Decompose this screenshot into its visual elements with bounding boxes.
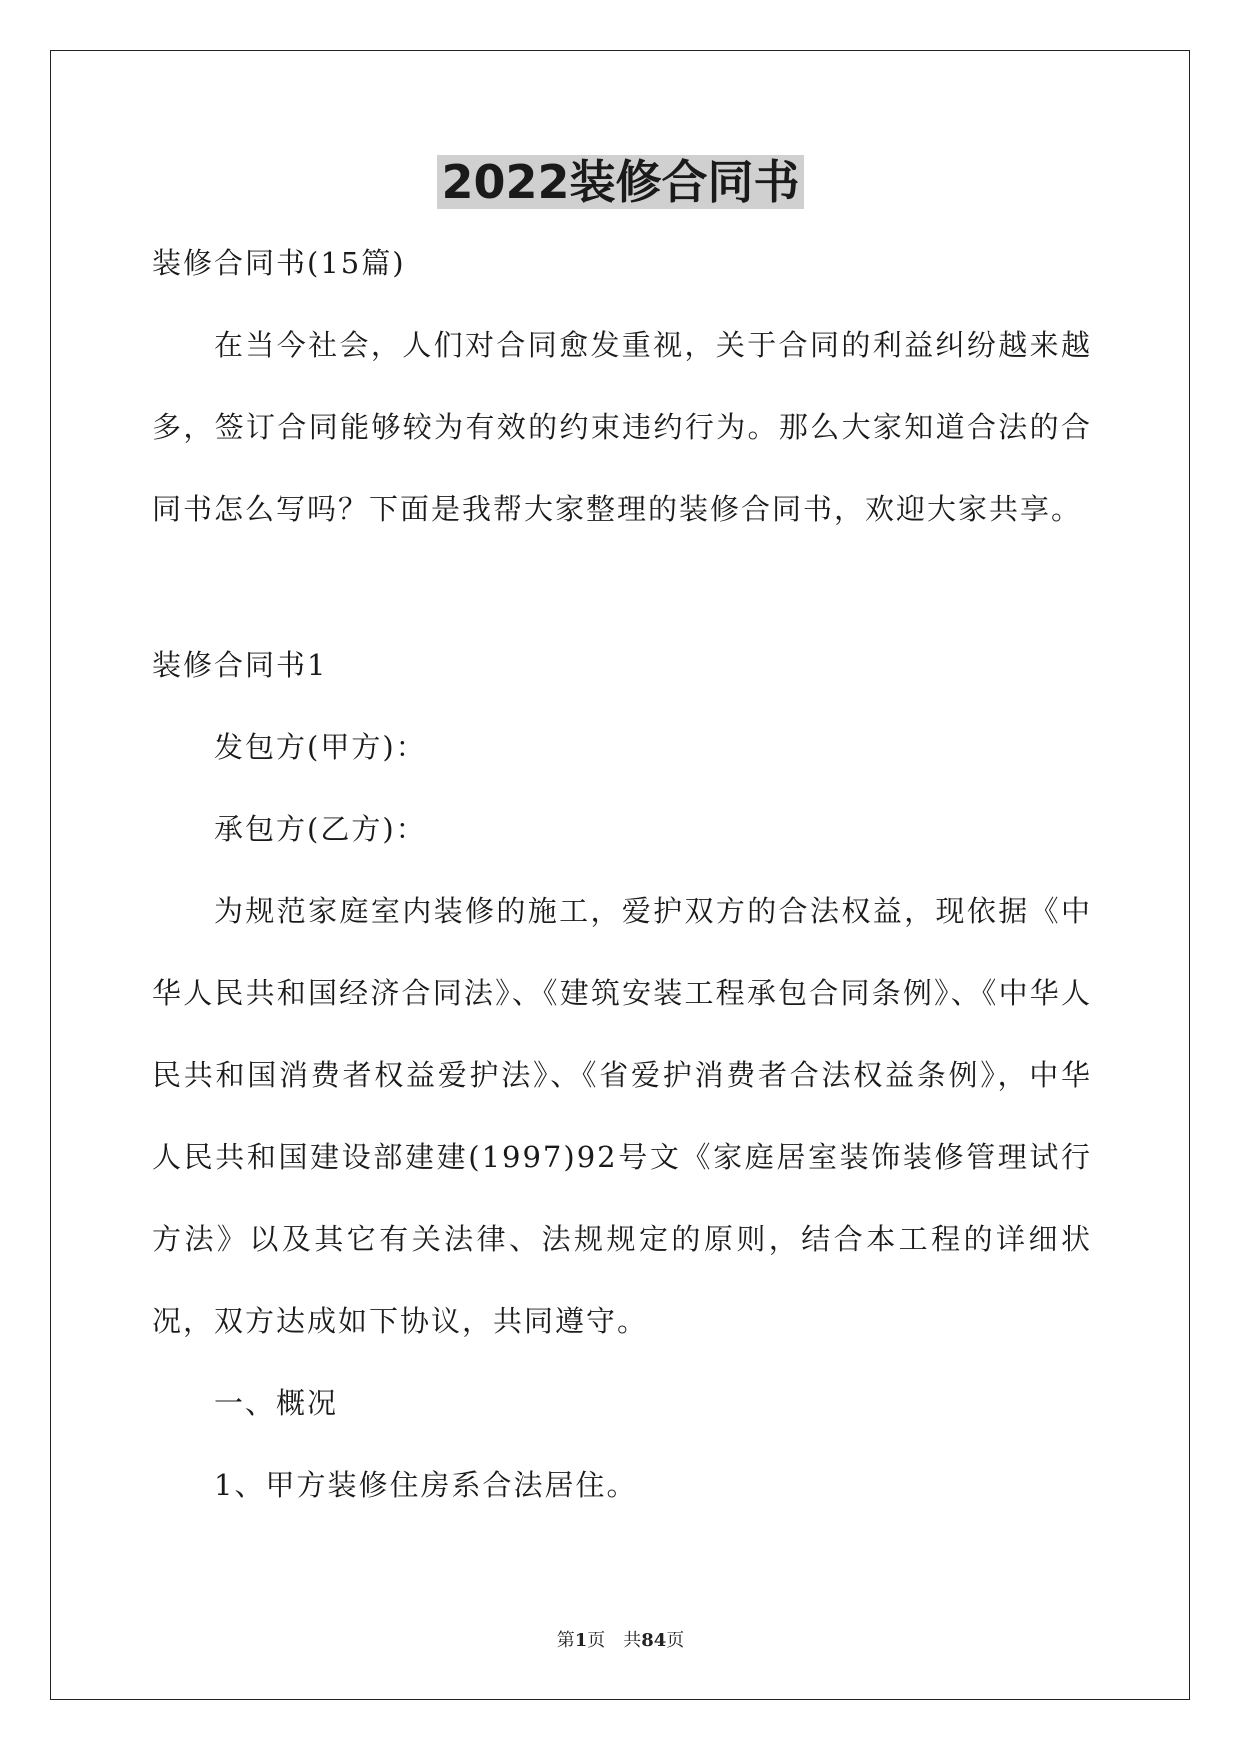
section-gap bbox=[152, 550, 1092, 624]
party-b-line: 承包方(乙方)： bbox=[214, 812, 427, 846]
section-heading: 装修合同书1 bbox=[152, 648, 328, 682]
subtitle: 装修合同书(15篇) bbox=[152, 246, 406, 280]
party-a-line: 发包方(甲方)： bbox=[214, 730, 427, 764]
document-title bbox=[0, 150, 1241, 214]
intro-paragraph: 在当今社会，人们对合同愈发重视，关于合同的利益纠纷越来越多，签订合同能够较为有效的约束违约行为。那么大家知道合法的合同书怎么写吗？下面是我帮大家整理的装修合同书，欢迎大家共享。 bbox=[152, 328, 1092, 526]
clause-1: 1、甲方装修住房系合法居住。 bbox=[214, 1468, 638, 1502]
footer-suffix: 页 bbox=[666, 1630, 685, 1651]
footer-middle: 页 共 bbox=[587, 1630, 642, 1651]
footer-page-number: 1 bbox=[574, 1630, 588, 1651]
footer-prefix: 第 bbox=[556, 1630, 575, 1651]
page-footer bbox=[0, 1626, 1241, 1652]
basis-paragraph: 为规范家庭室内装修的施工，爱护双方的合法权益，现依据《中华人民共和国经济合同法》、《建筑安装工程承包合同条例》、《中华人民共和国消费者权益爱护法》、《省爱护消费者合法权益条例》，中华人民共和国建设部建建(1997)92号文《家庭居室装饰装修管理试行方法》以及其它有关法律、法规规定的原则，结合本工程的详细状况，双方达成如下协议，共同遵守。 bbox=[152, 894, 1092, 1338]
footer-total-pages: 84 bbox=[641, 1630, 667, 1651]
document-body bbox=[152, 222, 1092, 1526]
document-title-text: 2022装修合同书 bbox=[437, 155, 803, 209]
clause-heading: 一、概况 bbox=[214, 1386, 339, 1420]
